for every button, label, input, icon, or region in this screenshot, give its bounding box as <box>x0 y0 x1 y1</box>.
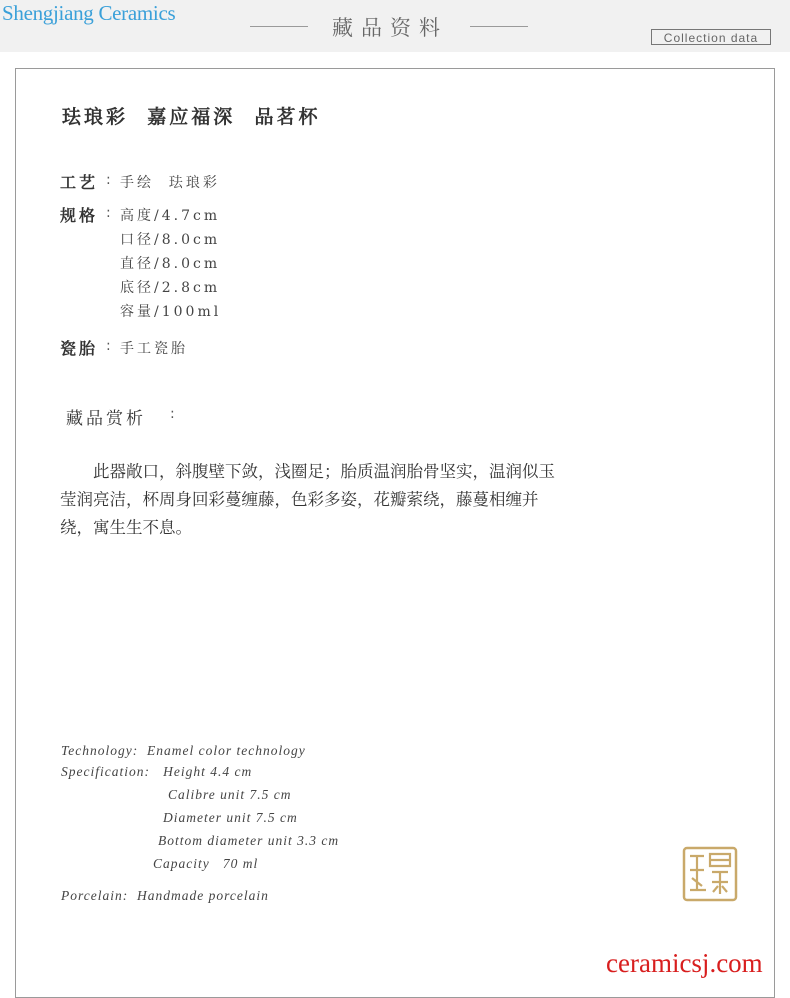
product-title: 珐琅彩 嘉应福深 品茗杯 <box>62 106 321 128</box>
spec-capacity: 容量/100ml <box>120 304 222 320</box>
brand-logo-text[interactable]: Shengjiang Ceramics <box>2 1 176 25</box>
technique-value: 手绘 珐琅彩 <box>120 175 220 191</box>
en-technology: Technology: Enamel color technology <box>61 743 306 758</box>
spec-colon: : <box>106 205 111 221</box>
header-subtitle-en: Collection data <box>651 29 771 45</box>
spec-height: 高度/4.7cm <box>120 208 221 224</box>
en-bottom-diameter: Bottom diameter unit 3.3 cm <box>158 833 340 848</box>
spec-base-diameter: 底径/2.8cm <box>120 280 221 296</box>
seal-stamp-icon <box>682 846 738 902</box>
spec-diameter: 直径/8.0cm <box>120 256 221 272</box>
appreciation-title: 藏品赏析 <box>66 409 146 429</box>
en-calibre: Calibre unit 7.5 cm <box>168 787 292 802</box>
body-colon: : <box>106 338 111 354</box>
header-title: 藏品资料 <box>332 16 448 40</box>
spec-mouth-diameter: 口径/8.0cm <box>120 232 221 248</box>
en-diameter: Diameter unit 7.5 cm <box>163 810 298 825</box>
spec-label: 规格 <box>60 206 99 225</box>
header-divider-left <box>250 26 308 27</box>
appreciation-text: 此器敞口，斜腹壁下敛，浅圈足；胎质温润胎骨坚实，温润似玉莹润亮洁，杯周身回彩蔓缠藤，色彩多姿，花瓣萦绕，藤蔓相缠并绕，寓生生不息。 <box>60 462 555 537</box>
appreciation-colon: : <box>170 406 175 422</box>
body-label: 瓷胎 <box>60 339 99 358</box>
body-value: 手工瓷胎 <box>120 341 188 357</box>
header-divider-right <box>470 26 528 27</box>
en-porcelain: Porcelain: Handmade porcelain <box>61 888 269 903</box>
technique-colon: : <box>106 172 111 188</box>
watermark-text: ceramicsj.com <box>606 948 763 978</box>
technique-label: 工艺 <box>60 173 99 192</box>
en-capacity: Capacity 70 ml <box>153 856 259 871</box>
en-specification: Specification: Height 4.4 cm <box>61 764 253 779</box>
